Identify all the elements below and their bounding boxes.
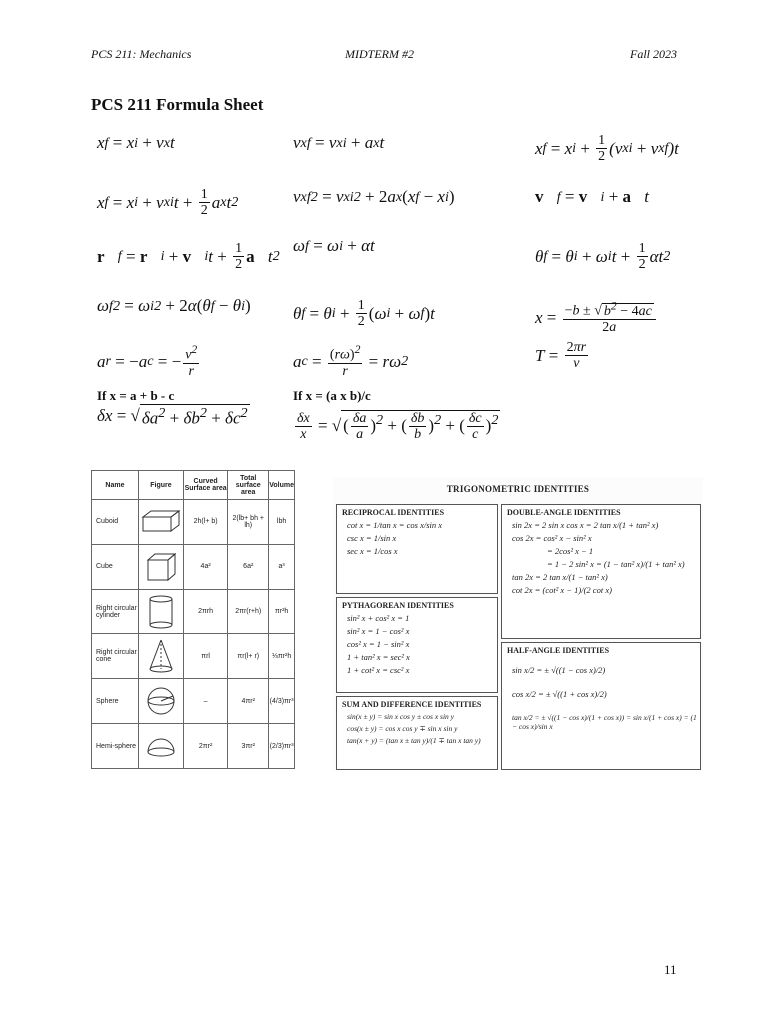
double-angle-heading: DOUBLE-ANGLE IDENTITIES xyxy=(507,508,621,517)
eq-quadratic-formula: x = $\frac{-b \pm √ b^2 - 4ac}{2a}$ xyxy=(535,300,658,335)
shape-name: Hemi-sphere xyxy=(92,724,139,769)
identity-line: = 1 − 2 sin² x = (1 − tan² x)/(1 + tan² x) xyxy=(547,559,685,569)
eq-centripetal-omega: a c = $\frac{(r\omega)^2}{r}$ = rω 2 xyxy=(293,343,409,380)
identity-line: sin x/2 = ± √((1 − cos x)/2) xyxy=(512,665,606,675)
table-row xyxy=(92,724,295,769)
header-exam: MIDTERM #2 xyxy=(345,47,414,61)
eq-error-sum: δx = √ $\delta a^2 + \delta b^2 + \delta c^2$ xyxy=(97,405,248,428)
curved-area: 2h(l+ b) xyxy=(183,500,227,545)
eq-position-average-velocity: x f = x i + $\frac{1}{2}$ (v xi + v xf )t xyxy=(535,133,679,165)
sphere-figure xyxy=(138,679,183,724)
table-row xyxy=(92,634,295,679)
identity-line: cot x = 1/tan x = cos x/sin x xyxy=(347,520,443,530)
eq-error-product: $\frac{\delta x}{x}$ = √ ( $\frac{\delta a}{a}$ )$^2$ + ( $\frac{\delta b}{b}$ )$^2$ + ( $\frac{\delta c}{c}$ )$^2$ xyxy=(297,410,499,443)
double-angle-box xyxy=(501,504,701,639)
identity-line: sin² x = 1 − cos² x xyxy=(347,626,410,636)
identity-line: cos(x ± y) = cos x cos y ∓ sin x sin y xyxy=(347,724,458,733)
curved-area: 4a² xyxy=(183,544,227,589)
col-volume: Volume xyxy=(269,471,295,500)
curved-area: πrl xyxy=(183,634,227,679)
volume: (2/3)πr³ xyxy=(269,724,295,769)
shapes-table xyxy=(91,470,295,769)
eq-angular-velocity: ω f = ω i + αt xyxy=(293,236,375,255)
eq-angular-velocity-squared: ω f 2 = ω i 2 + 2 α ( θ f − θ i ) xyxy=(97,296,251,315)
cylinder-figure xyxy=(138,589,183,634)
header-course: PCS 211: Mechanics xyxy=(91,47,192,61)
eq-vector-position: r⃗ f = r⃗ i + v⃗ i t + $\frac{1}{2}$ a⃗ t 2 xyxy=(97,241,280,273)
volume: lbh xyxy=(269,500,295,545)
identity-line: 1 + cot² x = csc² x xyxy=(347,665,410,675)
pythagorean-box xyxy=(336,597,498,693)
table-row xyxy=(92,589,295,634)
total-area: 3πr² xyxy=(228,724,269,769)
hemisphere-figure xyxy=(138,724,183,769)
total-area: πr(l+ r) xyxy=(228,634,269,679)
condition-product: If x = (a x b)/c xyxy=(293,388,371,403)
eq-angular-position: θ f = θ i + ω i t + $\frac{1}{2}$ αt 2 xyxy=(535,241,671,273)
trig-identities-panel xyxy=(333,477,703,770)
identity-line: cot 2x = (cot² x − 1)/(2 cot x) xyxy=(512,585,612,595)
total-area: 2πr(r+h) xyxy=(228,589,269,634)
shape-name: Sphere xyxy=(92,679,139,724)
identity-line: cos x/2 = ± √((1 + cos x)/2) xyxy=(512,689,607,699)
eq-velocity-squared: v xf 2 = v xi 2 + 2 a x ( x f − x i ) xyxy=(293,187,455,206)
table-row xyxy=(92,679,295,724)
eq-position-constant-velocity: x f = x i + v x t xyxy=(97,133,175,152)
cube-figure xyxy=(138,544,183,589)
cone-figure xyxy=(138,634,183,679)
reciprocal-heading: RECIPROCAL IDENTITIES xyxy=(342,508,445,517)
identity-line: sec x = 1/cos x xyxy=(347,546,398,556)
identity-line: = 2cos² x − 1 xyxy=(547,546,594,556)
total-area: 6a² xyxy=(228,544,269,589)
sum-difference-box xyxy=(336,696,498,770)
eq-velocity-time: v xf = v xi + a x t xyxy=(293,133,385,152)
table-row xyxy=(92,544,295,589)
volume: πr²h xyxy=(269,589,295,634)
curved-area: – xyxy=(183,679,227,724)
sum-difference-heading: SUM AND DIFFERENCE IDENTITIES xyxy=(342,700,482,709)
col-total-area: Total surface area xyxy=(228,471,269,500)
table-row xyxy=(92,500,295,545)
curved-area: 2πr² xyxy=(183,724,227,769)
eq-period: T = $\frac{2\pi r}{v}$ xyxy=(535,340,587,372)
identity-line: csc x = 1/sin x xyxy=(347,533,397,543)
identity-line: sin² x + cos² x = 1 xyxy=(347,613,410,623)
volume: ⅓πr²h xyxy=(269,634,295,679)
total-area: 2(lb+ bh + lh) xyxy=(228,500,269,545)
identity-line: tan 2x = 2 tan x/(1 − tan² x) xyxy=(512,572,608,582)
identity-line: tan(x + y) = (tan x ± tan y)/(1 ∓ tan x tan y) xyxy=(347,736,481,745)
shape-name: Cube xyxy=(92,544,139,589)
identity-line: cos 2x = cos² x − sin² x xyxy=(512,533,592,543)
curved-area: 2πrh xyxy=(183,589,227,634)
half-angle-box xyxy=(501,642,701,770)
col-curved-area: Curved Surface area xyxy=(183,471,227,500)
cuboid-figure xyxy=(138,500,183,545)
volume: a³ xyxy=(269,544,295,589)
identity-line: cos² x = 1 − sin² x xyxy=(347,639,410,649)
pythagorean-heading: PYTHAGOREAN IDENTITIES xyxy=(342,601,454,610)
condition-sum: If x = a + b - c xyxy=(97,388,175,403)
half-angle-heading: HALF-ANGLE IDENTITIES xyxy=(507,646,610,655)
eq-position-acceleration: x f = x i + v xi t + $\frac{1}{2}$ a x t 2 xyxy=(97,187,239,219)
trig-title: TRIGONOMETRIC IDENTITIES xyxy=(446,484,590,494)
reciprocal-box xyxy=(336,504,498,594)
shape-name: Cuboid xyxy=(92,500,139,545)
header-term: Fall 2023 xyxy=(630,47,677,61)
identity-line: tan x/2 = ± √((1 − cos x)/(1 + cos x)) = sin x/(1 + cos x) = (1 − cos x)/sin x xyxy=(512,713,697,731)
shape-name: Right circular cone xyxy=(92,634,139,679)
page-title: PCS 211 Formula Sheet xyxy=(91,95,264,114)
page-number: 11 xyxy=(664,962,677,977)
col-figure: Figure xyxy=(138,471,183,500)
identity-line: sin(x ± y) = sin x cos y ± cos x sin y xyxy=(347,712,455,721)
total-area: 4πr² xyxy=(228,679,269,724)
col-name: Name xyxy=(92,471,139,500)
volume: (4/3)πr³ xyxy=(269,679,295,724)
eq-centripetal-acceleration: a r = − a c = − $\frac{v^2}{r}$ xyxy=(97,343,198,380)
identity-line: 1 + tan² x = sec² x xyxy=(347,652,410,662)
identity-line: sin 2x = 2 sin x cos x = 2 tan x/(1 + tan² x) xyxy=(512,520,659,530)
eq-angular-position-average: θ f = θ i + $\frac{1}{2}$ ( ω i + ω f ) t xyxy=(293,298,435,330)
eq-vector-velocity: v⃗ f = v⃗ i + a⃗ t xyxy=(535,187,649,206)
shape-name: Right circular cylinder xyxy=(92,589,139,634)
